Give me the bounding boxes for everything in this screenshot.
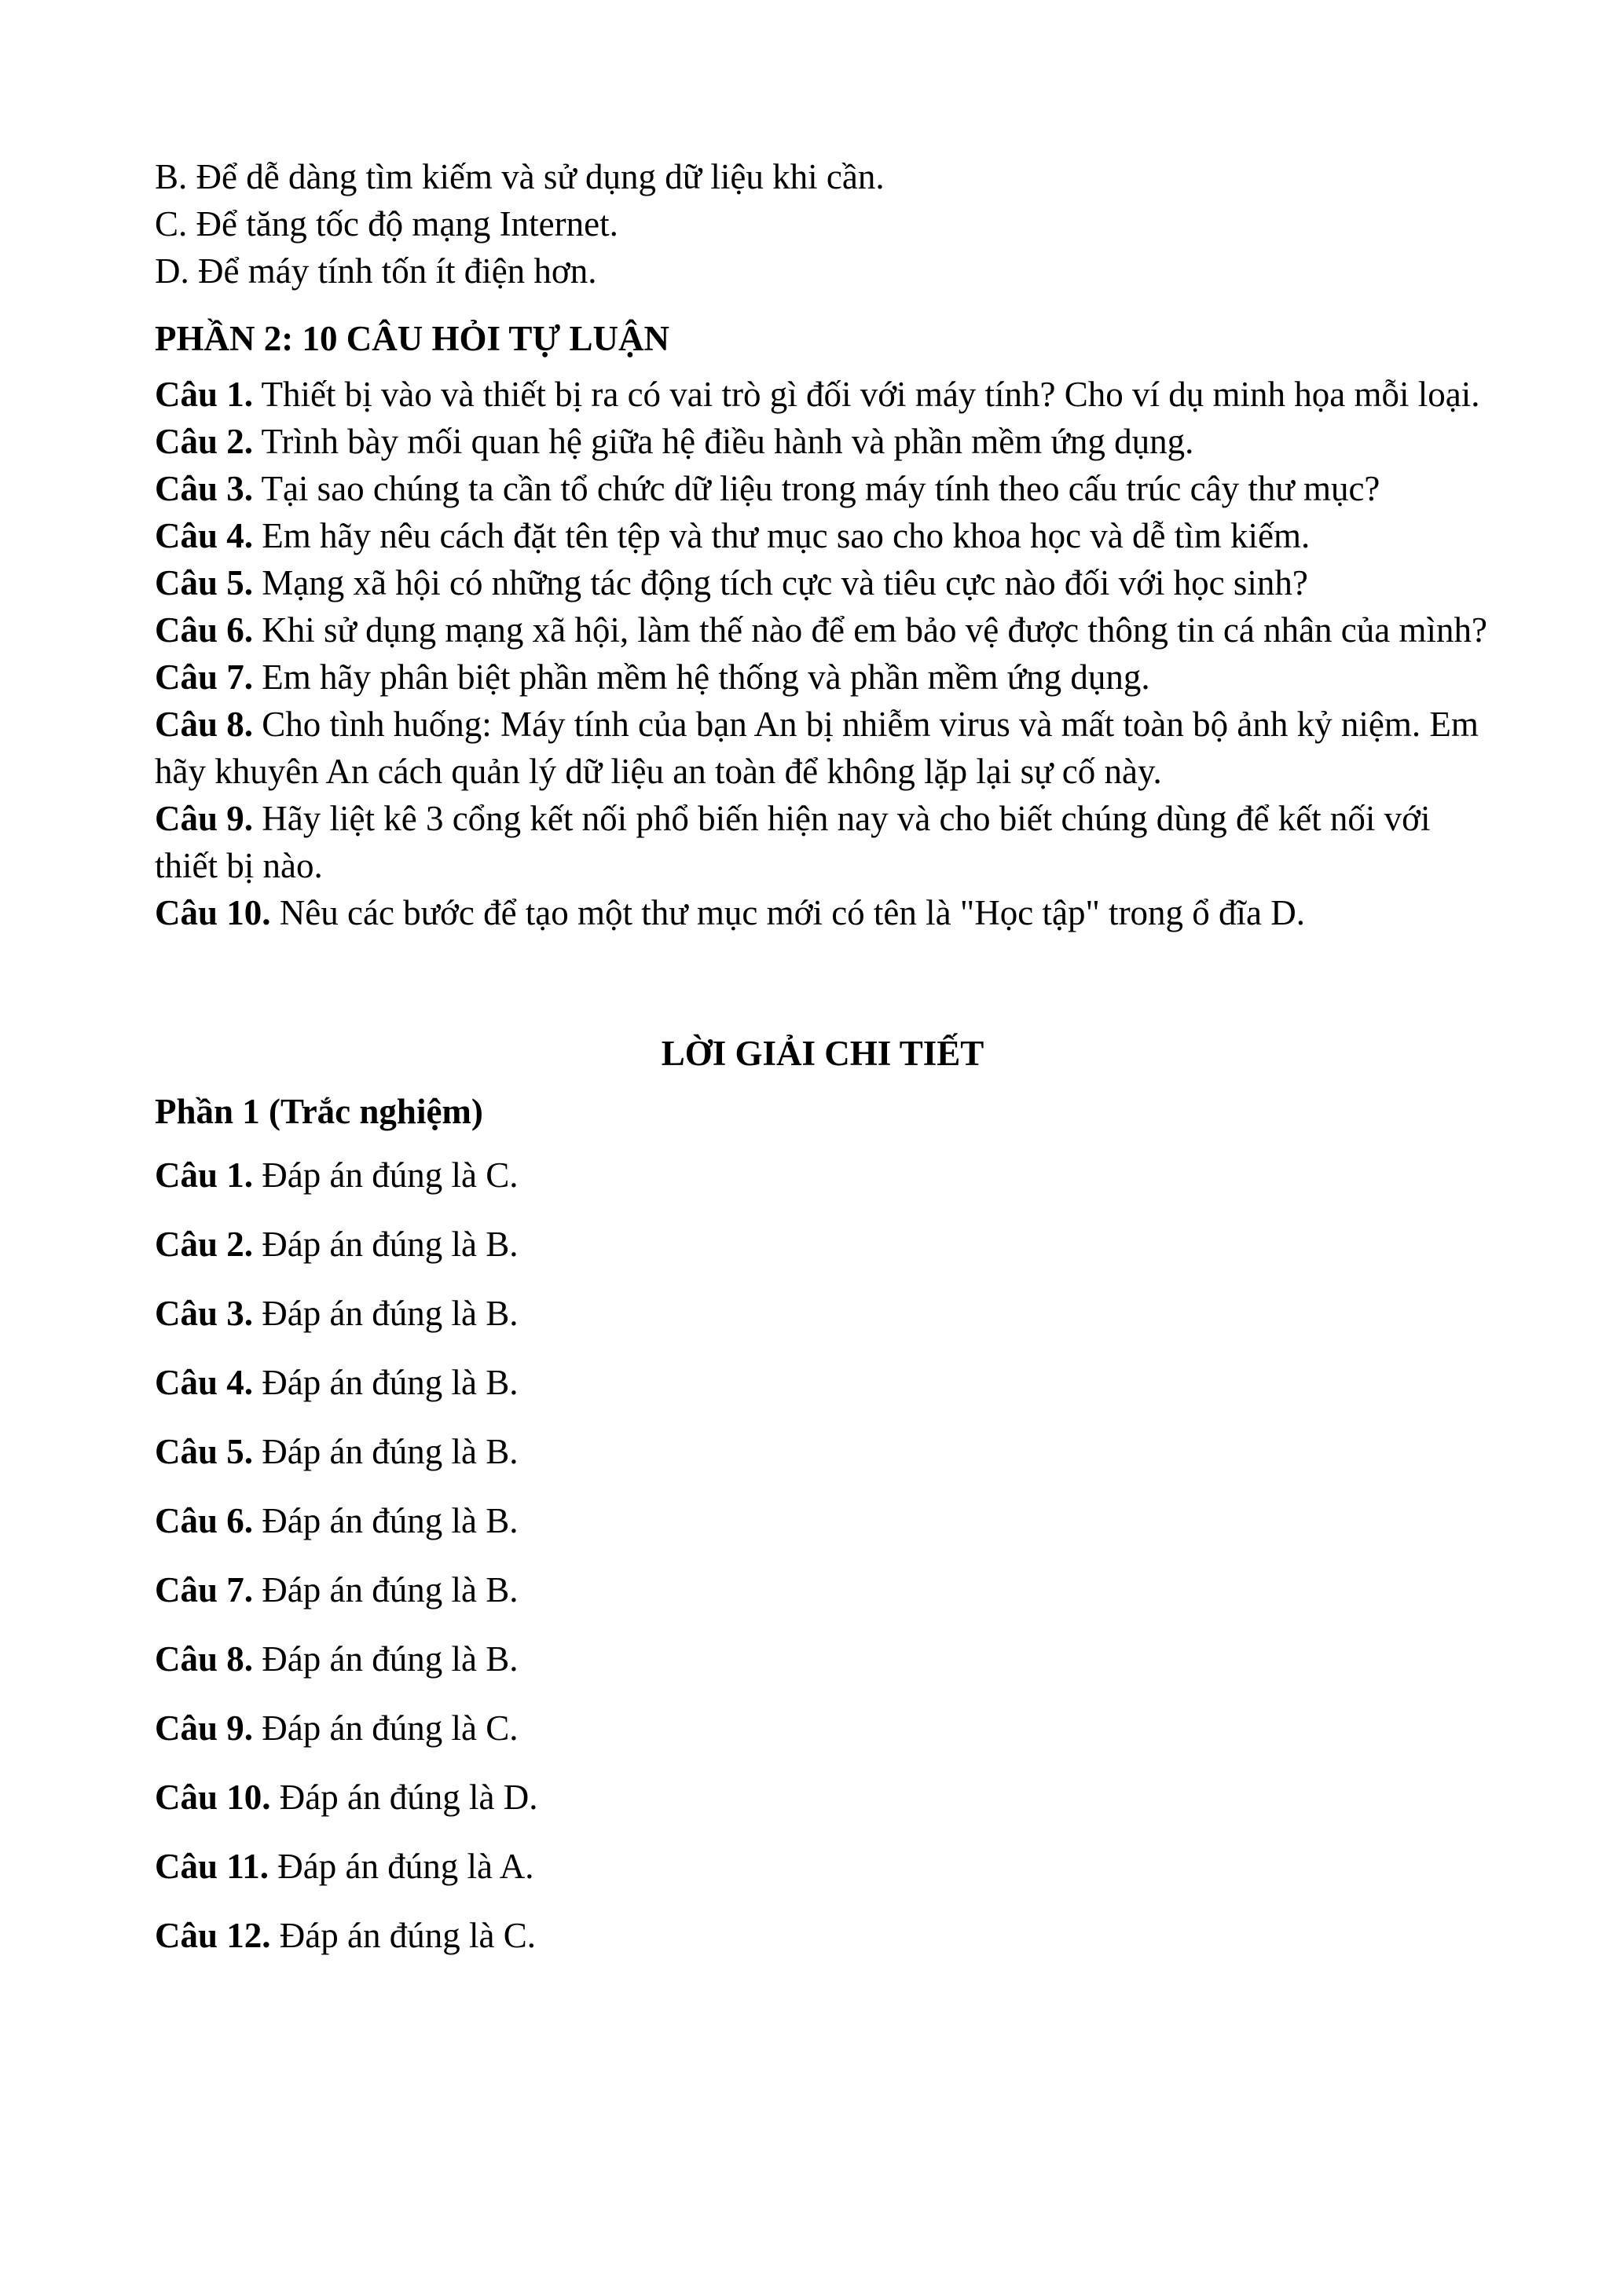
question-text: Hãy liệt kê 3 cổng kết nối phổ biến hiện nay và cho biết chúng dùng để kết nối với thiết bị nào. bbox=[155, 799, 1431, 885]
essay-question-10 bbox=[155, 889, 1490, 936]
question-label: Câu 5. bbox=[155, 563, 254, 602]
answer-label: Câu 10. bbox=[155, 1778, 271, 1817]
answer-text: Đáp án đúng là B. bbox=[253, 1225, 519, 1264]
question-text: Nêu các bước để tạo một thư mục mới có tên là "Học tập" trong ổ đĩa D. bbox=[270, 893, 1306, 932]
answer-9 bbox=[155, 1694, 1490, 1763]
answer-label: Câu 5. bbox=[155, 1432, 254, 1471]
answer-label: Câu 2. bbox=[155, 1225, 254, 1264]
essay-question-4 bbox=[155, 512, 1490, 559]
question-label: Câu 9. bbox=[155, 799, 254, 838]
question-text: Thiết bị vào và thiết bị ra có vai trò gì đối với máy tính? Cho ví dụ minh họa mỗi loại. bbox=[253, 375, 1480, 414]
question-text: Khi sử dụng mạng xã hội, làm thế nào để em bảo vệ được thông tin cá nhân của mình? bbox=[253, 610, 1487, 650]
solutions-title: LỜI GIẢI CHI TIẾT bbox=[661, 1034, 984, 1073]
answer-text: Đáp án đúng là B. bbox=[253, 1432, 519, 1471]
essay-question-6 bbox=[155, 606, 1490, 654]
essay-question-7 bbox=[155, 654, 1490, 701]
answer-label: Câu 1. bbox=[155, 1155, 254, 1195]
answer-6 bbox=[155, 1486, 1490, 1555]
answer-label: Câu 4. bbox=[155, 1363, 254, 1402]
answer-label: Câu 6. bbox=[155, 1501, 254, 1540]
question-text: Em hãy phân biệt phần mềm hệ thống và phần mềm ứng dụng. bbox=[253, 657, 1150, 697]
question-text: Trình bày mối quan hệ giữa hệ điều hành và phần mềm ứng dụng. bbox=[253, 422, 1194, 461]
answer-label: Câu 8. bbox=[155, 1639, 254, 1679]
answer-label: Câu 12. bbox=[155, 1916, 271, 1955]
essay-question-8 bbox=[155, 701, 1490, 795]
answer-text: Đáp án đúng là B. bbox=[253, 1294, 519, 1333]
answer-8 bbox=[155, 1624, 1490, 1694]
option-b: B. Để dễ dàng tìm kiếm và sử dụng dữ liệu khi cần. bbox=[155, 157, 885, 196]
question-label: Câu 6. bbox=[155, 610, 254, 650]
answer-4 bbox=[155, 1348, 1490, 1417]
previous-question-options bbox=[155, 153, 1490, 295]
answer-5 bbox=[155, 1417, 1490, 1486]
answer-text: Đáp án đúng là B. bbox=[253, 1363, 519, 1402]
answer-label: Câu 7. bbox=[155, 1570, 254, 1609]
answer-1 bbox=[155, 1141, 1490, 1210]
answer-text: Đáp án đúng là A. bbox=[269, 1847, 534, 1886]
question-text: Em hãy nêu cách đặt tên tệp và thư mục sao cho khoa học và dễ tìm kiếm. bbox=[253, 516, 1311, 555]
essay-question-9 bbox=[155, 795, 1490, 889]
answer-text: Đáp án đúng là C. bbox=[270, 1916, 536, 1955]
option-c: C. Để tăng tốc độ mạng Internet. bbox=[155, 204, 618, 244]
question-label: Câu 1. bbox=[155, 375, 254, 414]
option-d: D. Để máy tính tốn ít điện hơn. bbox=[155, 251, 597, 291]
answer-label: Câu 11. bbox=[155, 1847, 269, 1886]
question-label: Câu 3. bbox=[155, 469, 254, 508]
answer-text: Đáp án đúng là C. bbox=[253, 1708, 519, 1748]
essay-question-3 bbox=[155, 465, 1490, 512]
answer-text: Đáp án đúng là B. bbox=[253, 1639, 519, 1679]
answer-label: Câu 9. bbox=[155, 1708, 254, 1748]
answer-text: Đáp án đúng là D. bbox=[270, 1778, 538, 1817]
answer-text: Đáp án đúng là C. bbox=[253, 1155, 519, 1195]
essay-question-list bbox=[155, 371, 1490, 936]
answer-text: Đáp án đúng là B. bbox=[253, 1570, 519, 1609]
answer-list bbox=[155, 1141, 1490, 1970]
answer-2 bbox=[155, 1210, 1490, 1279]
question-text: Mạng xã hội có những tác động tích cực và tiêu cực nào đối với học sinh? bbox=[253, 563, 1308, 602]
answer-7 bbox=[155, 1555, 1490, 1624]
essay-question-2 bbox=[155, 418, 1490, 465]
part2-heading: PHẦN 2: 10 CÂU HỎI TỰ LUẬN bbox=[155, 319, 670, 358]
question-label: Câu 7. bbox=[155, 657, 254, 697]
essay-question-5 bbox=[155, 559, 1490, 606]
answer-3 bbox=[155, 1279, 1490, 1348]
answer-text: Đáp án đúng là B. bbox=[253, 1501, 519, 1540]
answer-12 bbox=[155, 1901, 1490, 1970]
solutions-part1-heading: Phần 1 (Trắc nghiệm) bbox=[155, 1092, 483, 1131]
question-text: Cho tình huống: Máy tính của bạn An bị nhiễm virus và mất toàn bộ ảnh kỷ niệm. Em hãy khuyên An cách quản lý dữ liệu an toàn để không lặp lại sự cố này. bbox=[155, 705, 1479, 791]
question-label: Câu 10. bbox=[155, 893, 271, 932]
answer-10 bbox=[155, 1763, 1490, 1832]
question-text: Tại sao chúng ta cần tổ chức dữ liệu trong máy tính theo cấu trúc cây thư mục? bbox=[253, 469, 1380, 508]
answer-11 bbox=[155, 1832, 1490, 1901]
question-label: Câu 2. bbox=[155, 422, 254, 461]
question-label: Câu 4. bbox=[155, 516, 254, 555]
document-content bbox=[155, 153, 1490, 1970]
essay-question-1 bbox=[155, 371, 1490, 418]
question-label: Câu 8. bbox=[155, 705, 254, 744]
answer-label: Câu 3. bbox=[155, 1294, 254, 1333]
